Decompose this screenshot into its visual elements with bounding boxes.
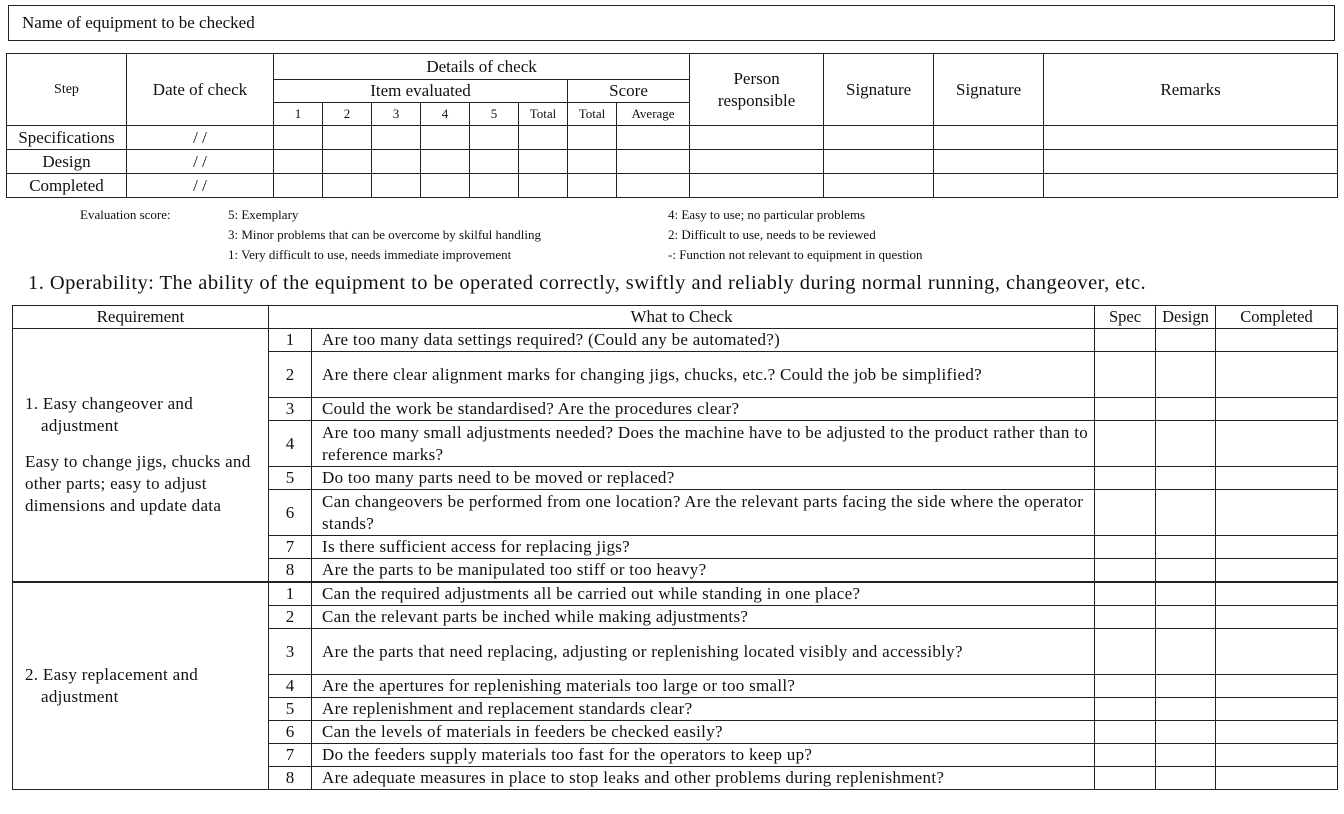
- table-row: [13, 582, 1338, 606]
- design-cell[interactable]: [1156, 329, 1216, 352]
- item-number: 3: [269, 629, 312, 675]
- score-col-average: Average: [617, 103, 690, 126]
- date-header: Date of check: [127, 54, 274, 126]
- spec-cell[interactable]: [1095, 536, 1156, 559]
- requirement-header: Requirement: [13, 306, 269, 329]
- legend-score-2: 2: Difficult to use, needs to be reviewed: [668, 227, 876, 242]
- table-row: [7, 150, 1338, 174]
- equipment-name-label: Name of equipment to be checked: [22, 13, 255, 32]
- signature-cell[interactable]: [934, 150, 1044, 174]
- check-question: Are the parts that need replacing, adjusting or replenishing located visibly and accessibly?: [312, 629, 1095, 675]
- design-cell[interactable]: [1156, 629, 1216, 675]
- completed-cell[interactable]: [1216, 582, 1338, 606]
- person-cell[interactable]: [690, 174, 824, 198]
- completed-cell[interactable]: [1216, 329, 1338, 352]
- item-number: 2: [269, 352, 312, 398]
- score-cell[interactable]: [274, 150, 323, 174]
- score-cell[interactable]: [470, 174, 519, 198]
- legend-score-1: 1: Very difficult to use, needs immediate improvement: [228, 247, 512, 262]
- spec-cell[interactable]: [1095, 698, 1156, 721]
- legend-score-5: 5: Exemplary: [228, 207, 299, 222]
- signature-cell[interactable]: [824, 150, 934, 174]
- spec-cell[interactable]: [1095, 398, 1156, 421]
- item-number: 3: [269, 398, 312, 421]
- step-specifications: Specifications: [7, 126, 127, 150]
- spec-cell[interactable]: [1095, 490, 1156, 536]
- item-number: 6: [269, 490, 312, 536]
- item-number: 4: [269, 675, 312, 698]
- completed-header: Completed: [1216, 306, 1338, 329]
- item-number: 1: [269, 329, 312, 352]
- legend-title: Evaluation score:: [80, 207, 171, 222]
- spec-cell[interactable]: [1095, 606, 1156, 629]
- check-question: Are too many small adjustments needed? Does the machine have to be adjusted to the product rather than to reference marks?: [312, 421, 1095, 467]
- legend-score-dash: -: Function not relevant to equipment in question: [668, 247, 923, 262]
- completed-cell[interactable]: [1216, 467, 1338, 490]
- spec-cell[interactable]: [1095, 744, 1156, 767]
- score-cell[interactable]: [274, 126, 323, 150]
- completed-cell[interactable]: [1216, 398, 1338, 421]
- spec-cell[interactable]: [1095, 559, 1156, 583]
- spec-cell[interactable]: [1095, 467, 1156, 490]
- item-col-4: 4: [421, 103, 470, 126]
- score-cell[interactable]: [323, 174, 372, 198]
- section-title: 1. Operability: The ability of the equipment to be operated correctly, swiftly and reliably during normal running, changeover, etc.: [28, 272, 1147, 294]
- score-cell[interactable]: [372, 150, 421, 174]
- completed-cell[interactable]: [1216, 721, 1338, 744]
- design-cell[interactable]: [1156, 606, 1216, 629]
- evaluation-score-legend: [0, 206, 1000, 266]
- remarks-cell[interactable]: [1044, 150, 1338, 174]
- signature-cell[interactable]: [934, 174, 1044, 198]
- item-evaluated-header: Item evaluated: [274, 80, 568, 103]
- item-number: 7: [269, 536, 312, 559]
- design-cell[interactable]: [1156, 698, 1216, 721]
- check-question: Are too many data settings required? (Could any be automated?): [312, 329, 1095, 352]
- person-responsible-header: Person responsible: [690, 54, 824, 126]
- spec-cell[interactable]: [1095, 352, 1156, 398]
- design-cell[interactable]: [1156, 398, 1216, 421]
- item-col-5: 5: [470, 103, 519, 126]
- score-cell[interactable]: [274, 174, 323, 198]
- score-cell[interactable]: [470, 126, 519, 150]
- score-cell[interactable]: [519, 126, 568, 150]
- legend-score-4: 4: Easy to use; no particular problems: [668, 207, 866, 222]
- item-col-total: Total: [519, 103, 568, 126]
- remarks-cell[interactable]: [1044, 126, 1338, 150]
- item-number: 2: [269, 606, 312, 629]
- person-cell[interactable]: [690, 126, 824, 150]
- signature-header-2: Signature: [934, 54, 1044, 126]
- item-col-1: 1: [274, 103, 323, 126]
- spec-cell[interactable]: [1095, 329, 1156, 352]
- score-header: Score: [568, 80, 690, 103]
- check-schedule-table: [6, 53, 1338, 198]
- completed-cell[interactable]: [1216, 352, 1338, 398]
- item-col-3: 3: [372, 103, 421, 126]
- completed-cell[interactable]: [1216, 698, 1338, 721]
- completed-cell[interactable]: [1216, 744, 1338, 767]
- step-completed: Completed: [7, 174, 127, 198]
- score-cell[interactable]: [372, 126, 421, 150]
- design-cell[interactable]: [1156, 490, 1216, 536]
- completed-cell[interactable]: [1216, 490, 1338, 536]
- spec-cell[interactable]: [1095, 629, 1156, 675]
- design-cell[interactable]: [1156, 767, 1216, 790]
- table-row: [7, 174, 1338, 198]
- spec-cell[interactable]: [1095, 421, 1156, 467]
- remarks-cell[interactable]: [1044, 174, 1338, 198]
- requirement-1-cell: [13, 329, 269, 583]
- design-cell[interactable]: [1156, 559, 1216, 583]
- check-question: Do too many parts need to be moved or replaced?: [312, 467, 1095, 490]
- check-question: Are adequate measures in place to stop leaks and other problems during replenishment?: [312, 767, 1095, 790]
- requirements-table: [12, 305, 1338, 790]
- score-col-total: Total: [568, 103, 617, 126]
- spec-cell[interactable]: [1095, 675, 1156, 698]
- item-number: 4: [269, 421, 312, 467]
- check-question: Are replenishment and replacement standards clear?: [312, 698, 1095, 721]
- date-field[interactable]: / /: [127, 126, 274, 150]
- item-number: 8: [269, 559, 312, 583]
- score-cell[interactable]: [519, 174, 568, 198]
- item-number: 5: [269, 467, 312, 490]
- item-number: 7: [269, 744, 312, 767]
- check-question: Do the feeders supply materials too fast for the operators to keep up?: [312, 744, 1095, 767]
- person-cell[interactable]: [690, 150, 824, 174]
- score-cell[interactable]: [568, 126, 617, 150]
- completed-cell[interactable]: [1216, 536, 1338, 559]
- signature-cell[interactable]: [824, 126, 934, 150]
- table-row: [13, 329, 1338, 352]
- table-row: [7, 126, 1338, 150]
- date-field[interactable]: / /: [127, 174, 274, 198]
- score-cell[interactable]: [617, 150, 690, 174]
- score-cell[interactable]: [568, 174, 617, 198]
- score-cell[interactable]: [421, 150, 470, 174]
- design-cell[interactable]: [1156, 467, 1216, 490]
- score-cell[interactable]: [617, 174, 690, 198]
- score-cell[interactable]: [323, 150, 372, 174]
- requirement-2-title: 2. Easy replacement and adjustment: [25, 665, 199, 706]
- completed-cell[interactable]: [1216, 421, 1338, 467]
- completed-cell[interactable]: [1216, 675, 1338, 698]
- requirement-1-description: Easy to change jigs, chucks and other parts; easy to adjust dimensions and update data: [25, 452, 251, 515]
- score-cell[interactable]: [617, 126, 690, 150]
- spec-header: Spec: [1095, 306, 1156, 329]
- design-cell[interactable]: [1156, 536, 1216, 559]
- check-question: Can changeovers be performed from one location? Are the relevant parts facing the side where the operator stands?: [312, 490, 1095, 536]
- item-number: 1: [269, 582, 312, 606]
- item-number: 5: [269, 698, 312, 721]
- check-question: Can the levels of materials in feeders be checked easily?: [312, 721, 1095, 744]
- date-field[interactable]: / /: [127, 150, 274, 174]
- completed-cell[interactable]: [1216, 559, 1338, 583]
- score-cell[interactable]: [421, 126, 470, 150]
- item-col-2: 2: [323, 103, 372, 126]
- score-cell[interactable]: [323, 126, 372, 150]
- spec-cell[interactable]: [1095, 767, 1156, 790]
- completed-cell[interactable]: [1216, 767, 1338, 790]
- spec-cell[interactable]: [1095, 721, 1156, 744]
- design-cell[interactable]: [1156, 675, 1216, 698]
- step-design: Design: [7, 150, 127, 174]
- item-number: 6: [269, 721, 312, 744]
- details-header: Details of check: [274, 54, 690, 80]
- check-question: Are the parts to be manipulated too stiff or too heavy?: [312, 559, 1095, 583]
- score-cell[interactable]: [519, 150, 568, 174]
- check-question: Are there clear alignment marks for changing jigs, chucks, etc.? Could the job be simplified?: [312, 352, 1095, 398]
- check-question: Can the relevant parts be inched while making adjustments?: [312, 606, 1095, 629]
- check-question: Can the required adjustments all be carried out while standing in one place?: [312, 582, 1095, 606]
- design-cell[interactable]: [1156, 421, 1216, 467]
- score-cell[interactable]: [421, 174, 470, 198]
- design-cell[interactable]: [1156, 744, 1216, 767]
- step-header: Step: [7, 54, 127, 126]
- signature-cell[interactable]: [824, 174, 934, 198]
- what-to-check-header: What to Check: [269, 306, 1095, 329]
- design-cell[interactable]: [1156, 352, 1216, 398]
- check-question: Could the work be standardised? Are the procedures clear?: [312, 398, 1095, 421]
- score-cell[interactable]: [470, 150, 519, 174]
- requirement-2-cell: [13, 582, 269, 790]
- design-header: Design: [1156, 306, 1216, 329]
- item-number: 8: [269, 767, 312, 790]
- requirement-1-title: 1. Easy changeover and adjustment: [25, 394, 194, 435]
- design-cell[interactable]: [1156, 721, 1216, 744]
- equipment-name-field[interactable]: [8, 5, 1335, 41]
- signature-header-1: Signature: [824, 54, 934, 126]
- score-cell[interactable]: [568, 150, 617, 174]
- remarks-header: Remarks: [1044, 54, 1338, 126]
- signature-cell[interactable]: [934, 126, 1044, 150]
- spec-cell[interactable]: [1095, 582, 1156, 606]
- score-cell[interactable]: [372, 174, 421, 198]
- check-question: Are the apertures for replenishing materials too large or too small?: [312, 675, 1095, 698]
- legend-score-3: 3: Minor problems that can be overcome by skilful handling: [228, 227, 542, 242]
- check-question: Is there sufficient access for replacing jigs?: [312, 536, 1095, 559]
- completed-cell[interactable]: [1216, 629, 1338, 675]
- completed-cell[interactable]: [1216, 606, 1338, 629]
- design-cell[interactable]: [1156, 582, 1216, 606]
